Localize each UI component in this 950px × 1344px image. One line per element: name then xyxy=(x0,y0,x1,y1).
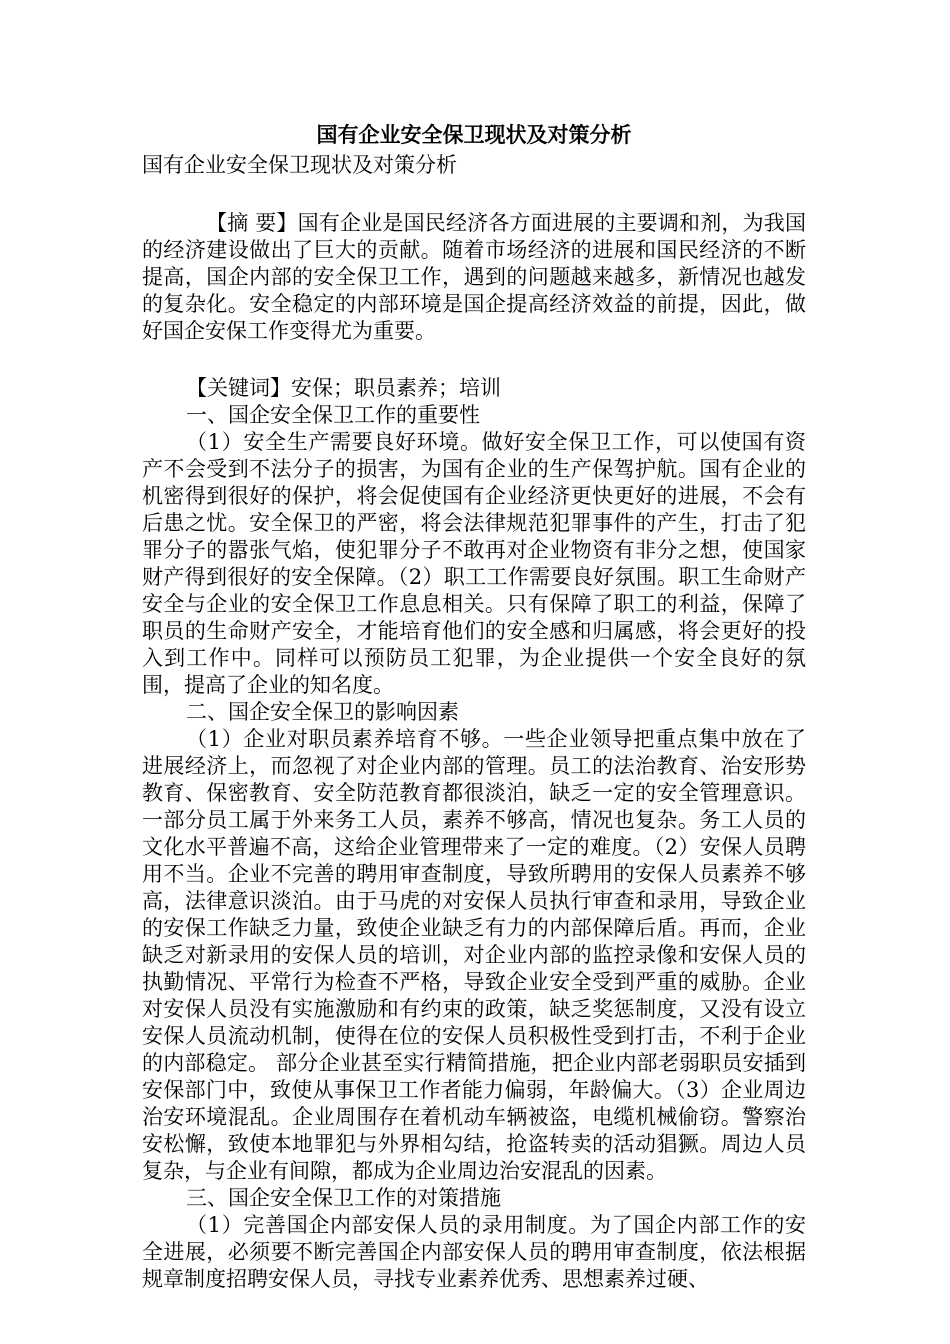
section-body-1: （1）安全生产需要良好环境。做好安全保卫工作，可以使国有资产不会受到不法分子的损害，为国有企业的生产保驾护航。国有企业的机密得到很好的保护，将会促使国有企业经济更快更好的进展，不会有后患之忧。安全保卫的严密，将会法律规范犯罪事件的产生，打击了犯罪分子的嚣张气焰，使犯罪分子不敢再对企业物资有非分之想，使国家财产得到很好的安全保障。（2）职工工作需要良好氛围。职工生命财产安全与企业的安全保卫工作息息相关。只有保障了职工的利益，保障了职员的生命财产安全，才能培育他们的安全感和归属感，将会更好的投入到工作中。同样可以预防员工犯罪，为企业提供一个安全良好的氛围，提高了企业的知名度。 xyxy=(142,430,806,697)
section-heading-1: 一、国企安全保卫工作的重要性 xyxy=(186,403,480,427)
abstract-paragraph: 【摘 要】国有企业是国民经济各方面进展的主要调和剂，为我国的经济建设做出了巨大的贡献。随着市场经济的进展和国民经济的不断提高，国企内部的安全保卫工作，遇到的问题越来越多，新情况也越发的复杂化。安全稳定的内部环境是国企提高经济效益的前提，因此，做好国企安保工作变得尤为重要。 xyxy=(142,211,806,343)
document-subtitle: 国有企业安全保卫现状及对策分析 xyxy=(142,153,457,177)
document-content xyxy=(142,120,806,1293)
section-body-2: （1）企业对职员素养培育不够。一些企业领导把重点集中放在了进展经济上，而忽视了对企业内部的管理。员工的法治教育、治安形势教育、保密教育、安全防范教育都很淡泊，缺乏一定的安全管理意识。一部分员工属于外来务工人员，素养不够高，情况也复杂。务工人员的文化水平普遍不高，这给企业管理带来了一定的难度。（2）安保人员聘用不当。企业不完善的聘用审查制度，导致所聘用的安保人员素养不够高，法律意识淡泊。由于马虎的对安保人员执行审查和录用，导致企业的安保工作缺乏力量，致使企业缺乏有力的内部保障后盾。再而，企业缺乏对新录用的安保人员的培训，对企业内部的监控录像和安保人员的执勤情况、平常行为检查不严格，导致企业安全受到严重的威胁。企业对安保人员没有实施激励和有约束的政策，缺乏奖惩制度，又没有设立安保人员流动机制，使得在位的安保人员积极性受到打击，不利于企业的内部稳定。 部分企业甚至实行精简措施，把企业内部老弱职员安插到安保部门中，致使从事保卫工作者能力偏弱，年龄偏大。（3）企业周边治安环境混乱。企业周围存在着机动车辆被盗，电缆机械偷窃。警察治安松懈，致使本地罪犯与外界相勾结，抢盗转卖的活动猖獗。周边人员复杂，与企业有间隙，都成为企业周边治安混乱的因素。 xyxy=(142,727,806,1183)
section-heading-3: 三、国企安全保卫工作的对策措施 xyxy=(186,1186,501,1210)
keywords-line: 【关键词】安保；职员素养；培训 xyxy=(186,376,501,400)
document-title: 国有企业安全保卫现状及对策分析 xyxy=(316,122,632,147)
section-heading-2: 二、国企安全保卫的影响因素 xyxy=(186,700,459,724)
section-body-3: （1）完善国企内部安保人员的录用制度。为了国企内部工作的安全进展，必须要不断完善国企内部安保人员的聘用审查制度，依法根据规章制度招聘安保人员，寻找专业素养优秀、思想素养过硬、 xyxy=(142,1213,806,1291)
